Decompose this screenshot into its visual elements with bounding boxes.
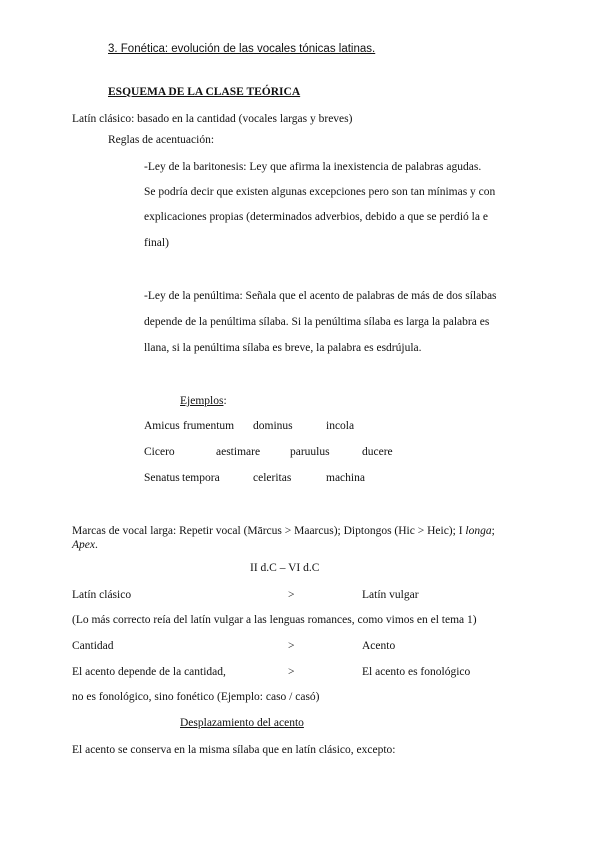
marcas-text: Marcas de vocal larga: Repetir vocal (Mārcus > Maarcus); Diptongos (Hic > Heic); I (72, 525, 466, 537)
marcas-line-2 (72, 538, 98, 552)
example-word: Senatus (144, 472, 180, 484)
paragraph-line: llana, si la penúltima sílaba es breve, la palabra es esdrújula. (144, 342, 422, 354)
comparison-left: Cantidad (72, 640, 114, 652)
example-word: Cicero (144, 446, 175, 458)
comparison-arrow: > (288, 640, 295, 652)
example-word: tempora (182, 472, 220, 484)
paragraph-line: -Ley de la baritonesis: Ley que afirma la inexistencia de palabras agudas. (144, 161, 482, 173)
desplazamiento-heading: Desplazamiento del acento (180, 717, 304, 729)
marcas-line (72, 524, 495, 538)
example-word: dominus (253, 420, 293, 432)
paragraph-line: -Ley de la penúltima: Señala que el acento de palabras de más de dos sílabas (144, 290, 497, 302)
example-word: frumentum (183, 420, 235, 432)
periodo: II d.C – VI d.C (250, 562, 320, 574)
comparison-left: Latín clásico (72, 589, 132, 601)
paragraph-line: Se podría decir que existen algunas excepciones pero son tan mínimas y con (144, 186, 496, 198)
example-word: celeritas (253, 472, 292, 484)
ejemplos-label: Ejemplos (180, 395, 224, 407)
paragraph-line: depende de la penúltima sílaba. Si la penúltima sílaba es larga la palabra es (144, 316, 490, 328)
reglas-line: Reglas de acentuación: (108, 134, 215, 146)
example-word: aestimare (216, 446, 261, 458)
section-title: ESQUEMA DE LA CLASE TEÓRICA (108, 86, 301, 98)
comparison-right: Latín vulgar (362, 589, 419, 601)
longa-term: longa (465, 525, 492, 537)
example-word: incola (326, 420, 355, 432)
comparison-right: El acento es fonológico (362, 666, 471, 678)
marcas-end: . (94, 539, 98, 551)
comparison-arrow: > (288, 589, 295, 601)
comparison-right: Acento (362, 640, 396, 652)
example-word: ducere (362, 446, 393, 458)
nota-line: (Lo más correcto reía del latín vulgar a las lenguas romances, como vimos en el tema 1) (72, 614, 477, 626)
ejemplos-heading (180, 394, 227, 408)
desplazamiento-text: El acento se conserva en la misma sílaba que en latín clásico, excepto: (72, 744, 396, 756)
comparison-arrow: > (288, 666, 295, 678)
no-fonologico-line: no es fonológico, sino fonético (Ejemplo: caso / casó) (72, 691, 320, 703)
example-word: machina (326, 472, 365, 484)
apex-term: Apex (72, 539, 95, 551)
marcas-separator: ; (491, 525, 495, 537)
example-word: Amicus (144, 420, 180, 432)
paragraph-line: final) (144, 237, 169, 249)
comparison-left: El acento depende de la cantidad, (72, 666, 226, 678)
ejemplos-colon: : (223, 395, 227, 407)
example-word: paruulus (290, 446, 330, 458)
latin-clasico-line: Latín clásico: basado en la cantidad (vocales largas y breves) (72, 113, 353, 125)
paragraph-line: explicaciones propias (determinados adverbios, debido a que se perdió la e (144, 211, 488, 223)
document-title: 3. Fonética: evolución de las vocales tónicas latinas. (108, 43, 376, 55)
